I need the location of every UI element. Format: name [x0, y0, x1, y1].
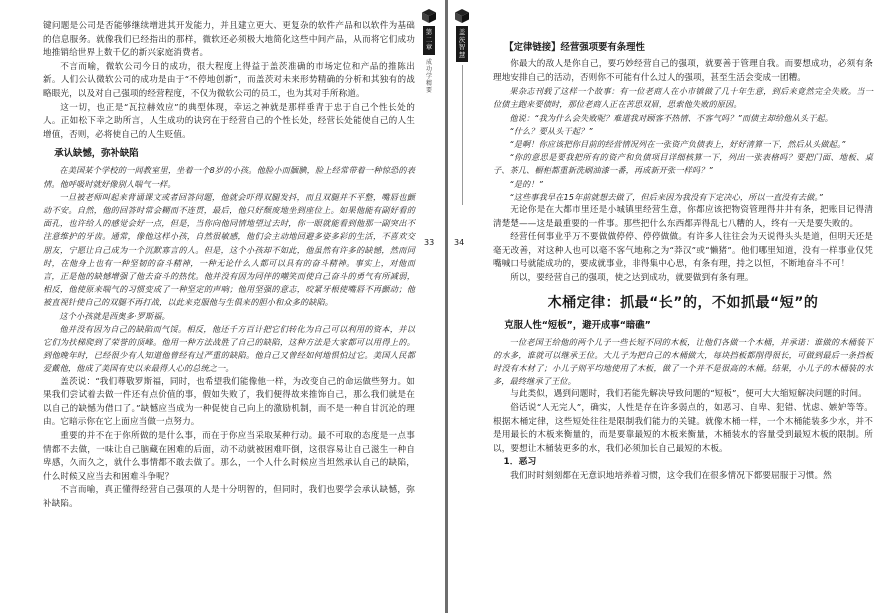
left-page-body	[43, 20, 415, 512]
numbered-heading: 1．恶习	[503, 457, 537, 468]
story-paragraph: 果杂志刊载了这样一个故事：有一位老商人在小市镇做了几十年生意，到后来竟然完全失败。当一位债主跑来要债时，那位老商人正在苦思双眉，思索他失败的原因。	[493, 86, 873, 110]
story-paragraph: 一位老国王给他的两个儿子一些长短不同的木板，让他们各做一个木桶，并承诺：谁做的木桶装下的水多，谁就可以继承王位。大儿子为把自己的木桶做大，每块挡板都削得很长，可做到最后一条挡板时没有木材了；小儿子则平均地使用了木板，做了一个并不是很高的木桶。结果，小儿子的木桶装的水多，最终继承了王位。	[493, 336, 873, 387]
body-paragraph: 这一切，也正是“瓦拉赫效应”的典型体现，幸运之神就是那样垂青于忠于自己个性长处的人。正如松下幸之助所言，人生成功的诀窍在于经营自己的个性长处，经营长处能使自己的人生增值，否则，必将使自己的人生贬值。	[43, 102, 415, 140]
left-page	[0, 0, 446, 613]
book-cube-icon	[421, 8, 437, 24]
story-paragraph: “什么？要从头干起？”	[509, 125, 593, 136]
story-paragraph: “你的意思是要我把所有的资产和负债项目详细核算一下，列出一张表格吗？要把门面、地板、桌子、茶几、橱柜都重新洗刷油漆一番，再成新开张一样吗？”	[493, 152, 873, 176]
story-paragraph: 他并没有因为自己的缺陷而气馁。相反，他还千方百计把它们转化为自己可以利用的资本，并以它们为扶梯爬到了荣誉的顶峰。他用一种方法战胜了自己的缺陷，这种方法是大家都可以用得上的。到他晚年时，已经很少有人知道他曾经有过严重的缺陷。他自己又曾经如何地惧怕过它。美国人民都爱戴他，他成了美国有史以来最得人心的总统之一。	[43, 323, 415, 374]
section-heading: 承认缺憾，弥补缺陷	[54, 148, 139, 160]
page-number-left: 33	[424, 238, 435, 247]
body-paragraph: 我们时时刻刻都在无意识地培养着习惯，这令我们在很多情况下都要屈服于习惯。然	[510, 470, 832, 481]
story-paragraph: 在美国某个学校的一间教室里，坐着一个8岁的小孩。他脸小而腼腆，脸上经常带着一种惊恐的表情。他呼吸时就好像别人喘气一样。	[43, 165, 415, 189]
body-paragraph: 不言而喻，微软公司今日的成功，很大程度上得益于盖茨准确的市场定位和产品的推陈出新。人们公认微软公司的成功是由于“不停地创新”，而盖茨对未来形势精确的分析和其独有的战略眼光，以及对自己强项的经营程度，不仅为微软公司的员工，也为其对手所称道。	[43, 61, 415, 99]
book-title-label: 盖茨智慧	[456, 26, 468, 62]
body-paragraph: 俗话说“人无完人”，确实，人性是存在许多弱点的，如恶习、自卑、犯错、忧虑、嫉妒等等。根据木桶定律，这些短处往往是限制我们能力的关键。就像木桶一样，一个木桶能装多少水，并不是用最长的木板来衡量的，而是要靠最短的木板来衡量，木桶装水的容量受到最短木板的限制。所以，要想让木桶装更多的水，我们必须加长自己最短的木板。	[493, 402, 873, 454]
body-paragraph: 无论你是在大都市里还是小城镇里经营生意，你都应该把物资管理得井井有条，把账目记得清清楚楚——这是最重要的一件事。那些把什么东西都弄得乱七八糟的人，终有一天是要失败的。	[493, 205, 873, 229]
story-paragraph: 一旦被老师叫起来背诵课文或者回答问题，他就会吓得双腿发抖，而且双腿并不平整，嘴唇也颤动不安。自然，他的回答时常会糊而不连贯，最后，他只好颓废地坐到座位上。如果他能有副好看的面孔，也许给人的感觉会好一点，但是，当你向他同情地望过去时，你一眼就能看到他那一副突出不注意维护的牙齿。通常，像他这样小孩，自然很敏感，他们会主动地回避多姿多彩的生活，不喜欢交朋友，宁愿让自己成为一个沉默寡言的人。但是，这个小孩却不如此，他虽然有许多的缺憾，然而同时，在他身上也有一种坚韧的奋斗精神，一种无论什么人都可以具有的奋斗精神。事实上，对他而言，正是他的缺憾增强了他去奋斗的热忱。他并没有因为同伴的嘲笑而使自己奋斗的勇气有所减弱，相反，他使原来喘气的习惯变成了一种坚定的声响；他用坚强的意志，咬紧牙根使嘴唇不再颤动；他被直视针使自己的双腿不再打战，以此来克服他与生俱来的胆小和众多的缺陷。	[43, 191, 415, 308]
body-paragraph: 与此类似，遇到问题时，我们若能先解决导致问题的“短板”，便可大大缩短解决问题的时间。	[510, 389, 867, 400]
book-cube-icon	[454, 8, 470, 24]
story-paragraph: 他说：“我为什么会失败呢？难道我对顾客不热情、不客气吗？”而债主却给他从头干起。	[509, 112, 833, 123]
section-heading: 克服人性“短板”，避开成事“暗礁”	[504, 319, 651, 331]
chapter-heading: 木桶定律：抓最“长”的，不如抓最“短”的	[547, 294, 819, 311]
page-number-right: 34	[454, 238, 465, 247]
tab-rule	[462, 65, 463, 205]
right-page-body	[493, 36, 873, 484]
story-paragraph: 这个小孩就是西奥多·罗斯福。	[59, 310, 170, 321]
story-paragraph: “是的！”	[509, 178, 543, 189]
body-paragraph: 盖茨说：“我们尊敬罗斯福，同时，也希望我们能像他一样，为改变自己的命运做些努力。如果我们尝试着去做一件还有点价值的事，假如失败了，我们便得故来推饰自己，那么我们就是在以自己的缺憾为借口了。”缺憾应当成为一种促使自己向上的激励机制，而不是一种自甘沉沦的理由。它暗示你在它上面应当做一点努力。	[43, 376, 415, 428]
story-paragraph: “这些事我早在15年前就想去做了，但后来因为我没有下定决心，所以一直没有去做。”	[509, 191, 823, 202]
body-paragraph: 你最大的敌人是你自己，要巧妙经营自己的强项，就要善于管理自我。而要想成功，必须有条理地安排自己的活动，否则你不可能有什么过人的强项，甚至生活会变成一团糟。	[493, 59, 873, 83]
body-paragraph: 键问题是公司是否能够继续增进其开发能力，并且建立更大、更复杂的软件产品和以软件为基础的信息服务。就像我们已经指出的那样，微软还必须极大地简化这些中间产品，从而将它们成功地推销给世界上数千亿的新兴家庭消费者。	[43, 21, 415, 59]
body-paragraph: 不言而喻，真正懂得经营自己强项的人是十分明智的，但同时，我们也要学会承认缺憾，弥补缺陷。	[43, 485, 415, 509]
right-page	[448, 0, 893, 613]
left-side-tab	[420, 0, 438, 94]
story-paragraph: “是啊！你应该把你目前的经营情况列在一张资产负债表上，好好清算一下，然后从头做起。”	[509, 139, 846, 149]
right-side-tab	[453, 0, 471, 205]
body-paragraph: 经营任何事业乎万不要做做停停、停停做做。有许多人往往会为天说得头头是道，但明天还是毫无改善，对这种人也可以毫不客气地称之为“莽汉”或“懒猪”。他们哪里知道，没有一样事业仅凭嘴喊口号就能成功的，要成就事业，非得集中心思，有条有理，持之以恒，不断地奋斗不可！	[493, 232, 873, 270]
chapter-label: 第二章	[423, 26, 435, 55]
body-paragraph: 重要的并不在于你所做的是什么事，而在于你应当采取某种行动。最不可取的态度是一点事情都不去做，一味让自己脑藏在困难的后面，动不动就被困难吓倒，这很容易让自己滋生一种自卑感，久而久之，就什么事情都不敢去做了。那么，一个人什么时候应当坦然承认自己的缺陷，什么时候又应当去和困难斗争呢？	[43, 430, 415, 482]
link-heading: 【定律链接】经营强项要有条理性	[504, 42, 645, 53]
body-paragraph: 所以，要经营自己的强项，使之达到成功，就要做到有条有理。	[510, 272, 754, 283]
chapter-title: 成功学精要	[425, 58, 432, 94]
